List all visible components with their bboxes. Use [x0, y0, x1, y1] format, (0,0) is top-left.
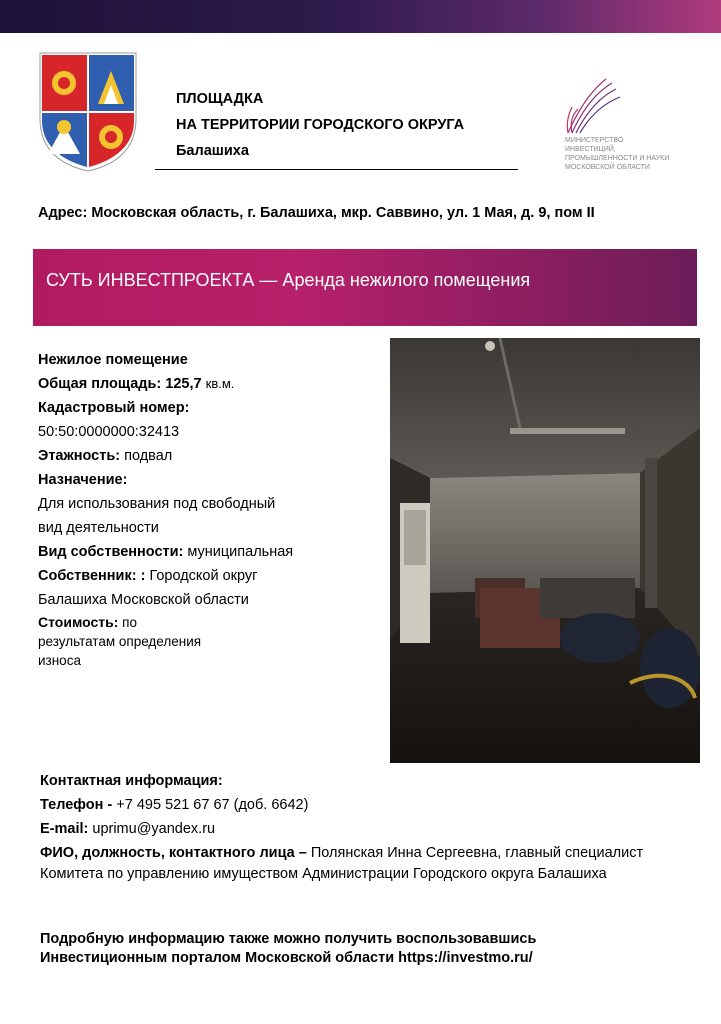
ministry-line: ПРОМЫШЛЕННОСТИ И НАУКИ [565, 155, 670, 162]
email-label: E-mail: [40, 821, 89, 837]
area-unit: кв.м. [205, 376, 235, 391]
ministry-line: МОСКОВСКОЙ ОБЛАСТИ [565, 164, 650, 171]
area-value: 125,7 [165, 376, 202, 392]
page-title [176, 86, 464, 164]
title-line: ПЛОЩАДКА [176, 91, 264, 107]
cost-value-line: износа [38, 653, 81, 668]
address [38, 203, 698, 223]
coat-of-arms-logo [36, 49, 140, 173]
owner-value-line: Городской округ [149, 568, 258, 584]
ownership-row [38, 541, 383, 565]
portal-line: Подробную информацию также можно получить воспользовавшись [40, 931, 537, 947]
cost-label: Стоимость: [38, 614, 119, 630]
banner-title: СУТЬ ИНВЕСТПРОЕКТА — Аренда нежилого помещения [46, 270, 531, 290]
ministry-logo [562, 75, 622, 135]
floors-value: подвал [124, 448, 173, 464]
person-row [40, 843, 700, 885]
phone-label: Телефон - [40, 797, 113, 813]
area-label: Общая площадь: [38, 376, 162, 392]
floors-row [38, 445, 383, 469]
person-value: Полянская Инна Сергеевна, главный специалист Комитета по управлению имуществом Администрации Городского округа Балашиха [40, 845, 644, 882]
purpose-label: Назначение: [38, 472, 128, 488]
owner-row [38, 565, 383, 589]
cost-value-line: по [122, 615, 137, 630]
owner-value-line: Балашиха Московской области [38, 592, 249, 608]
portal-note [40, 930, 700, 968]
phone-row [40, 793, 700, 817]
ministry-line: МИНИСТЕРСТВО ИНВЕСТИЦИЙ, [565, 137, 624, 153]
header-divider [155, 169, 518, 170]
purpose-value-line: вид деятельности [38, 520, 159, 536]
property-photo [390, 338, 700, 763]
top-gradient-bar [0, 0, 721, 33]
address-label: Адрес: [38, 205, 88, 221]
contact-section [40, 769, 700, 885]
purpose-value-line: Для использования под свободный [38, 496, 276, 512]
floors-label: Этажность: [38, 448, 121, 464]
ministry-name [565, 136, 675, 172]
phone-value[interactable]: +7 495 521 67 67 (доб. 6642) [116, 797, 309, 813]
property-details [38, 349, 383, 670]
cadastral-value: 50:50:0000000:32413 [38, 424, 180, 440]
area-row [38, 373, 383, 397]
ownership-value: муниципальная [187, 544, 294, 560]
cadastral-label: Кадастровый номер: [38, 400, 190, 416]
owner-label: Собственник: : [38, 568, 146, 584]
property-type: Нежилое помещение [38, 352, 188, 368]
contact-heading: Контактная информация: [40, 773, 223, 789]
ownership-label: Вид собственности: [38, 544, 184, 560]
title-line: Балашиха [176, 143, 249, 159]
person-label: ФИО, должность, контактного лица – [40, 845, 307, 861]
project-banner [33, 249, 697, 326]
address-value: Московская область, г. Балашиха, мкр. Саввино, ул. 1 Мая, д. 9, пом II [91, 205, 595, 221]
cost-value-line: результатам определения [38, 634, 202, 649]
portal-line: Инвестиционным порталом Московской области https://investmo.ru/ [40, 950, 533, 966]
email-row [40, 817, 700, 841]
email-link[interactable]: uprimu@yandex.ru [92, 821, 216, 837]
title-line: НА ТЕРРИТОРИИ ГОРОДСКОГО ОКРУГА [176, 117, 465, 133]
cost-row [38, 613, 383, 632]
